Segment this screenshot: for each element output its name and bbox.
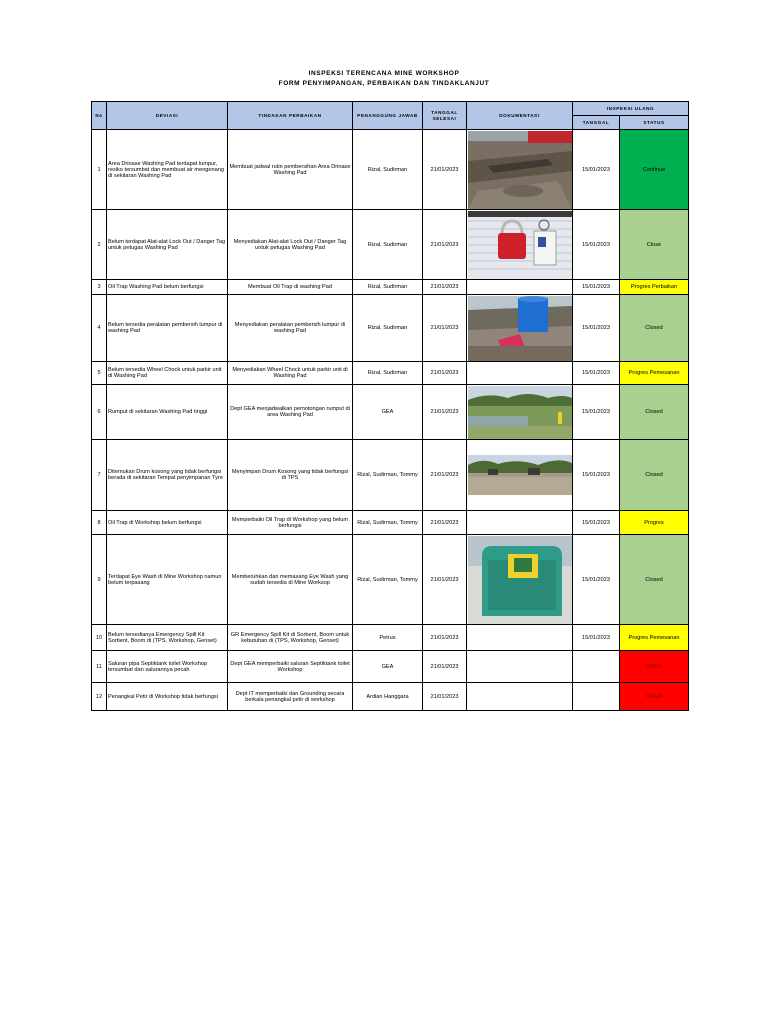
- reinspection-date: 15/01/2023: [573, 130, 620, 210]
- row-number: 10: [92, 625, 107, 651]
- reinspection-date: 15/01/2023: [573, 385, 620, 440]
- lockout-padlock-photo: [468, 211, 572, 279]
- row-number: 8: [92, 511, 107, 535]
- responsible-text: Petrus: [353, 625, 423, 651]
- action-text: Menyediakan peralatan pembersih lumpur di washing Pad: [228, 295, 353, 362]
- responsible-text: GEA: [353, 651, 423, 683]
- header-deviasi: DEVIASI: [107, 102, 228, 130]
- reinspection-date: 15/01/2023: [573, 440, 620, 511]
- status-badge: Closed: [620, 440, 689, 511]
- header-tanggal: TANGGAL: [573, 116, 620, 130]
- grass-field-photo: [468, 386, 572, 439]
- documentation-cell: [467, 511, 573, 535]
- documentation-cell: [467, 210, 573, 280]
- reinspection-date: 15/01/2023: [573, 210, 620, 280]
- documentation-cell: [467, 440, 573, 511]
- deviation-text: Area Drinase Washing Pad terdapat lumpur, resiko tersumbat dan membuat air mengenang di sekitaran Washing Pad: [107, 130, 228, 210]
- eye-wash-photo: [468, 536, 572, 624]
- status-badge: Progres Pemesanan: [620, 362, 689, 385]
- deviation-text: Belum terdapat Alat-alat Lock Out / Danger Tag untuk petugas Washing Pad: [107, 210, 228, 280]
- yard-photo: [468, 455, 572, 495]
- action-text: Menyimpan Drum Kosong yang tidak berfungsi di TPS: [228, 440, 353, 511]
- table-row: [92, 440, 689, 511]
- deviation-text: Oil Trap Washing Pad belum berfungsi: [107, 280, 228, 295]
- table-row: [92, 683, 689, 711]
- action-text: GR Emergency Spill Kit di Sorbent, Boom untuk kebutuhan di (TPS, Workshop, Genset): [228, 625, 353, 651]
- form-subtitle: FORM PENYIMPANGAN, PERBAIKAN DAN TINDAKLANJUT: [278, 80, 490, 87]
- responsible-text: Ardian Hanggara: [353, 683, 423, 711]
- row-number: 5: [92, 362, 107, 385]
- table-row: [92, 130, 689, 210]
- blue-drum-photo: [468, 296, 572, 361]
- row-number: 1: [92, 130, 107, 210]
- action-text: Menyediakan Alat-alat Lock Out / Danger Tag untuk petugas Washing Pad: [228, 210, 353, 280]
- finish-date: 21/01/2023: [423, 625, 467, 651]
- finish-date: 21/01/2023: [423, 295, 467, 362]
- row-number: 2: [92, 210, 107, 280]
- finish-date: 21/01/2023: [423, 385, 467, 440]
- action-text: Membuat jadwal rutin pembersihan Area Drinase Washing Pad: [228, 130, 353, 210]
- finish-date: 21/01/2023: [423, 280, 467, 295]
- finish-date: 21/01/2023: [423, 683, 467, 711]
- status-badge: Continue: [620, 130, 689, 210]
- deviation-text: Penangkal Petir di Workshop tidak berfungsi: [107, 683, 228, 711]
- finish-date: 21/01/2023: [423, 130, 467, 210]
- responsible-text: Rizal, Sudirman, Tommy: [353, 440, 423, 511]
- reinspection-date: 15/01/2023: [573, 511, 620, 535]
- action-text: Membuat Oil Trap di washing Pad: [228, 280, 353, 295]
- deviation-text: Belum tersedia Wheel Chock untuk parkir unit di Washing Pad: [107, 362, 228, 385]
- responsible-text: Rizal, Sudirman: [353, 130, 423, 210]
- responsible-text: Rizal, Sudirman, Tommy: [353, 511, 423, 535]
- documentation-cell: [467, 625, 573, 651]
- row-number: 4: [92, 295, 107, 362]
- deviation-text: Saluran pipa Septiktank toilet Workshop tersumbat dan salurannya pecah: [107, 651, 228, 683]
- documentation-cell: [467, 362, 573, 385]
- status-badge: Closed: [620, 535, 689, 625]
- header-tanggal-selesai: TANGGAL SELESAI: [423, 102, 467, 130]
- responsible-text: Rizal, Sudirman, Tommy: [353, 535, 423, 625]
- header-status: STATUS: [620, 116, 689, 130]
- responsible-text: Rizal, Sudirman: [353, 362, 423, 385]
- table-row: [92, 535, 689, 625]
- form-title: INSPEKSI TERENCANA MINE WORKSHOP: [308, 70, 460, 77]
- status-badge: OPEN: [620, 651, 689, 683]
- documentation-cell: [467, 130, 573, 210]
- action-text: Memperbaiki Oil Trap di Workshop yang belum berfungsi: [228, 511, 353, 535]
- row-number: 6: [92, 385, 107, 440]
- status-badge: Progres Perbaikan: [620, 280, 689, 295]
- reinspection-date: 15/01/2023: [573, 280, 620, 295]
- finish-date: 21/01/2023: [423, 210, 467, 280]
- header-dokumentasi: DOKUMENTASI: [467, 102, 573, 130]
- action-text: Menyediakan Wheel Chock untuk parkir unit di Washing Pad: [228, 362, 353, 385]
- reinspection-date: 15/01/2023: [573, 535, 620, 625]
- responsible-text: Rizal, Sudirman: [353, 295, 423, 362]
- deviation-text: Ditemukan Drum kosong yang tidak berfungsi berada di sekitaran Tempat penyimpanan Tyre: [107, 440, 228, 511]
- action-text: Memberuhkan dan memasang Eye Wash yang sudah tersedia di Mine Worksop: [228, 535, 353, 625]
- deviation-text: Terdapat Eye Wash di Mine Workshop namun belum terpasang: [107, 535, 228, 625]
- status-badge: Closed: [620, 385, 689, 440]
- muddy-drainage-photo: [468, 131, 572, 209]
- row-number: 12: [92, 683, 107, 711]
- deviation-text: Rumput di sekitaran Washing Pad tinggi: [107, 385, 228, 440]
- table-row: [92, 385, 689, 440]
- table-row: [92, 295, 689, 362]
- status-badge: Progres: [620, 511, 689, 535]
- table-row: [92, 210, 689, 280]
- reinspection-date: 15/01/2023: [573, 295, 620, 362]
- header-penanggung-jawab: PENANGGUNG JAWAB: [353, 102, 423, 130]
- responsible-text: GEA: [353, 385, 423, 440]
- responsible-text: Rizal, Sudirman: [353, 210, 423, 280]
- deviation-text: Belum tersedia peralatan pembersih lumpur di washing Pad: [107, 295, 228, 362]
- documentation-cell: [467, 385, 573, 440]
- deviation-table: [91, 101, 689, 711]
- reinspection-date: 15/01/2023: [573, 625, 620, 651]
- action-text: Dept IT memperbaiki dan Grounding secara berkala penangkal petir di workshop: [228, 683, 353, 711]
- status-badge: OPEN: [620, 683, 689, 711]
- finish-date: 21/01/2023: [423, 651, 467, 683]
- row-number: 11: [92, 651, 107, 683]
- table-row: [92, 280, 689, 295]
- header-inspeksi-ulang: INSPEKSI ULANG: [573, 102, 689, 116]
- row-number: 3: [92, 280, 107, 295]
- finish-date: 21/01/2023: [423, 535, 467, 625]
- reinspection-date: [573, 683, 620, 711]
- documentation-cell: [467, 295, 573, 362]
- header-tindakan: TINDAKAN PERBAIKAN: [228, 102, 353, 130]
- reinspection-date: [573, 651, 620, 683]
- status-badge: Progres Pemesanan: [620, 625, 689, 651]
- table-row: [92, 362, 689, 385]
- action-text: Dept GEA memperbaiki saluran Septiktank toilet Workshop: [228, 651, 353, 683]
- documentation-cell: [467, 683, 573, 711]
- status-badge: Closed: [620, 295, 689, 362]
- deviation-text: Belum tersedianya Emergency Spill Kit Sorbent, Boom di (TPS, Workshop, Genset): [107, 625, 228, 651]
- finish-date: 21/01/2023: [423, 362, 467, 385]
- table-row: [92, 651, 689, 683]
- finish-date: 21/01/2023: [423, 440, 467, 511]
- responsible-text: Rizal, Sudirman: [353, 280, 423, 295]
- deviation-text: Oil Trap di Workshop belum berfungsi: [107, 511, 228, 535]
- documentation-cell: [467, 651, 573, 683]
- reinspection-date: 15/01/2023: [573, 362, 620, 385]
- status-badge: Close: [620, 210, 689, 280]
- table-row: [92, 625, 689, 651]
- action-text: Dept GEA menjadwalkan pemotongan rumput di area Washing Pad: [228, 385, 353, 440]
- finish-date: 21/01/2023: [423, 511, 467, 535]
- row-number: 9: [92, 535, 107, 625]
- row-number: 7: [92, 440, 107, 511]
- header-no: No: [92, 102, 107, 130]
- table-row: [92, 511, 689, 535]
- documentation-cell: [467, 280, 573, 295]
- documentation-cell: [467, 535, 573, 625]
